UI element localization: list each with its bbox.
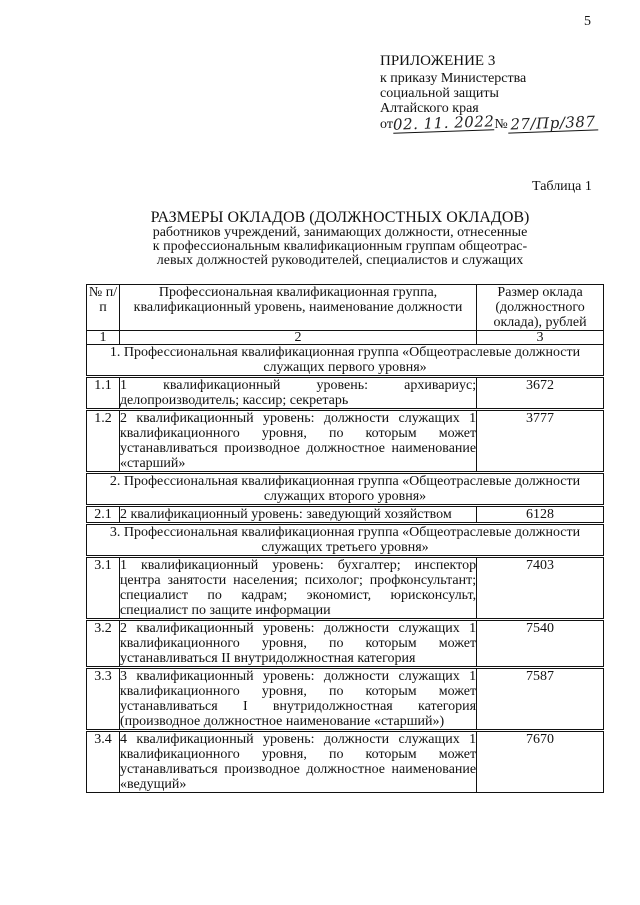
- group-3-title: 3. Профессиональная квалификационная группа «Общеотраслевые должности служащих третьего уровня»: [87, 524, 604, 557]
- table-row: [87, 557, 604, 620]
- appendix-ministry-line: социальной защиты: [380, 86, 499, 101]
- header-size: Размер оклада (должностного оклада), рублей: [477, 285, 604, 331]
- from-label: от: [380, 117, 393, 132]
- heading-main: РАЗМЕРЫ ОКЛАДОВ (ДОЛЖНОСТНЫХ ОКЛАДОВ): [150, 209, 530, 226]
- row-name: 2 квалификационный уровень: должности служащих 1 квалификационного уровня, по которым может устанавливаться производное должностное наименование «старший»: [119, 411, 477, 471]
- row-num: 3.1: [87, 557, 120, 620]
- column-index-3: 3: [477, 331, 604, 345]
- row-num: 3.3: [87, 668, 120, 731]
- row-name: 4 квалификационный уровень: должности служащих 1 квалификационного уровня, по которым может устанавливаться производное должностное наименование «ведущий»: [119, 732, 477, 792]
- page-number: 5: [584, 14, 591, 29]
- salary-table: [86, 284, 604, 793]
- row-name: 3 квалификационный уровень: должности служащих 1 квалификационного уровня, по которым может устанавливаться I внутридолжностная категория (производное должностное наименование «старший»): [119, 669, 477, 729]
- table-row: [87, 668, 604, 731]
- column-index-2: 2: [119, 331, 476, 345]
- appendix-region-line: Алтайского края: [380, 101, 479, 116]
- appendix-order-ref: к приказу Министерства: [380, 71, 527, 86]
- column-index-row: [87, 331, 604, 345]
- row-salary: 7540: [477, 620, 604, 668]
- row-num: 1.2: [87, 410, 120, 473]
- table-row: [87, 410, 604, 473]
- heading-line-2: к профессиональным квалификационным группам общеотрас-: [152, 239, 528, 254]
- heading-line-3: левых должностей руководителей, специалистов и служащих: [156, 253, 524, 268]
- appendix-block: [380, 53, 630, 132]
- row-salary: 3672: [477, 377, 604, 410]
- row-num: 3.2: [87, 620, 120, 668]
- appendix-title: ПРИЛОЖЕНИЕ 3: [380, 53, 496, 69]
- row-name: 2 квалификационный уровень: заведующий хозяйством: [119, 506, 476, 524]
- heading-line-1: работников учреждений, занимающих должности, отнесенные: [152, 225, 528, 240]
- appendix-date-number-line: [380, 112, 630, 134]
- table-row: [87, 506, 604, 524]
- header-name: Профессиональная квалификационная группа, квалификационный уровень, наименование должности: [119, 285, 476, 331]
- handwritten-order-number: 27/Пр/387: [507, 114, 598, 133]
- row-num: 3.4: [87, 731, 120, 793]
- group-row: [87, 524, 604, 557]
- group-2-title: 2. Профессиональная квалификационная группа «Общеотраслевые должности служащих второго уровня»: [87, 473, 604, 506]
- row-name: 2 квалификационный уровень: должности служащих 1 квалификационного уровня, по которым может устанавливаться II внутридолжностная категория: [119, 621, 477, 666]
- table-caption: Таблица 1: [532, 179, 592, 194]
- handwritten-date: 02. 11. 2022: [392, 112, 495, 134]
- group-row: [87, 345, 604, 377]
- group-1-title: 1. Профессиональная квалификационная группа «Общеотраслевые должности служащих первого уровня»: [87, 345, 604, 377]
- number-label: №: [494, 117, 508, 132]
- row-salary: 3777: [477, 410, 604, 473]
- group-row: [87, 473, 604, 506]
- row-salary: 7587: [477, 668, 604, 731]
- header-num: № п/п: [87, 285, 120, 331]
- table-row: [87, 731, 604, 793]
- row-salary: 6128: [477, 506, 604, 524]
- row-name: 1 квалификационный уровень: бухгалтер; инспектор центра занятости населения; психолог; профконсультант; специалист по кадрам; экономист, юрисконсульт, специалист по защите информации: [119, 558, 477, 618]
- table-row: [87, 620, 604, 668]
- document-heading: [100, 209, 580, 268]
- table-row: [87, 377, 604, 410]
- row-salary: 7403: [477, 557, 604, 620]
- row-salary: 7670: [477, 731, 604, 793]
- row-num: 2.1: [87, 506, 120, 524]
- table-header-row: [87, 285, 604, 331]
- column-index-1: 1: [87, 331, 120, 345]
- row-name: 1 квалификационный уровень: архивариус; делопроизводитель; кассир; секретарь: [119, 378, 477, 408]
- row-num: 1.1: [87, 377, 120, 410]
